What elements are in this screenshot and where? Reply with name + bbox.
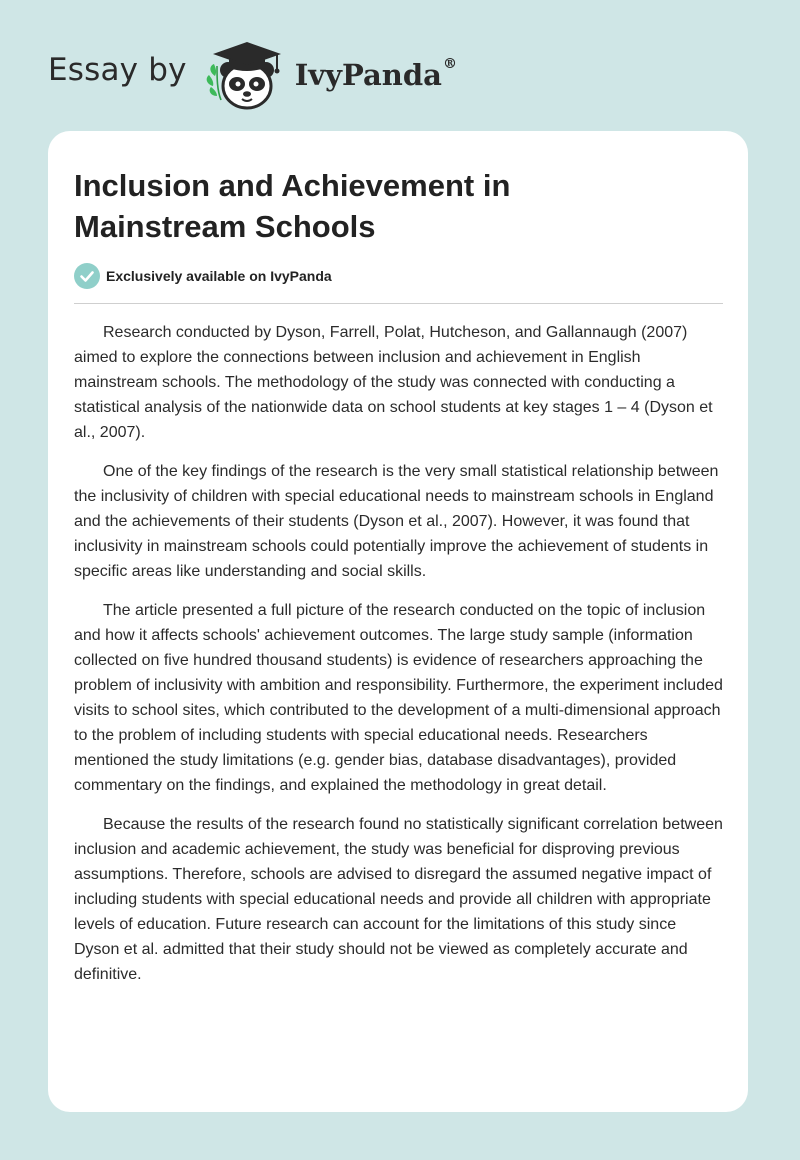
site-header	[48, 36, 457, 112]
essay-title: Inclusion and Achievement in Mainstream Schools	[74, 168, 511, 244]
divider	[74, 303, 723, 304]
exclusive-text: Exclusively available on IvyPanda	[106, 268, 332, 284]
paragraph: The article presented a full picture of the research conducted on the topic of inclusion and how it affects schools' achievement outcomes. The large study sample (information collected on five hundred thousand students) is evidence of researchers approaching the problem of inclusivity with ambition and responsibility. Furthermore, the experiment included visits to school sites, which contributed to the development of a multi-dimensional approach to the problem of including students with special educational needs. Researchers mentioned the study limitations (e.g. gender bias, database disadvantages), provided commentary on the findings, and explained the methodology in great detail.	[74, 602, 723, 794]
paragraph: One of the key findings of the research is the very small statistical relationship between the inclusivity of children with special educational needs to mainstream schools in England and the achievements of their students (Dyson et al., 2007). However, it was found that inclusivity in mainstream schools could potentially improve the achievement of students in specific areas like understanding and social skills.	[74, 463, 719, 580]
essay-card	[48, 131, 748, 1112]
essay-by-label: Essay by	[48, 52, 187, 88]
brand-name[interactable]: IvyPanda®	[294, 56, 457, 92]
panda-graduate-icon[interactable]	[201, 36, 291, 112]
registered-mark: ®	[442, 56, 457, 72]
exclusive-badge	[74, 263, 332, 289]
essay-body	[74, 320, 724, 1001]
paragraph: Because the results of the research found no statistically significant correlation between inclusion and academic achievement, the study was beneficial for disproving previous assumptions. Therefore, schools are advised to disregard the assumed negative impact of including students with special educational needs and provide all children with appropriate levels of education. Future research can account for the limitations of this study since Dyson et al. admitted that their study should not be viewed as completely accurate and definitive.	[74, 816, 723, 983]
paragraph: Research conducted by Dyson, Farrell, Polat, Hutcheson, and Gallannaugh (2007) aimed to explore the connections between inclusion and achievement in English mainstream schools. The methodology of the study was connected with conducting a statistical analysis of the nationwide data on school students at key stages 1 – 4 (Dyson et al., 2007).	[74, 324, 713, 441]
check-circle-icon	[74, 263, 100, 289]
